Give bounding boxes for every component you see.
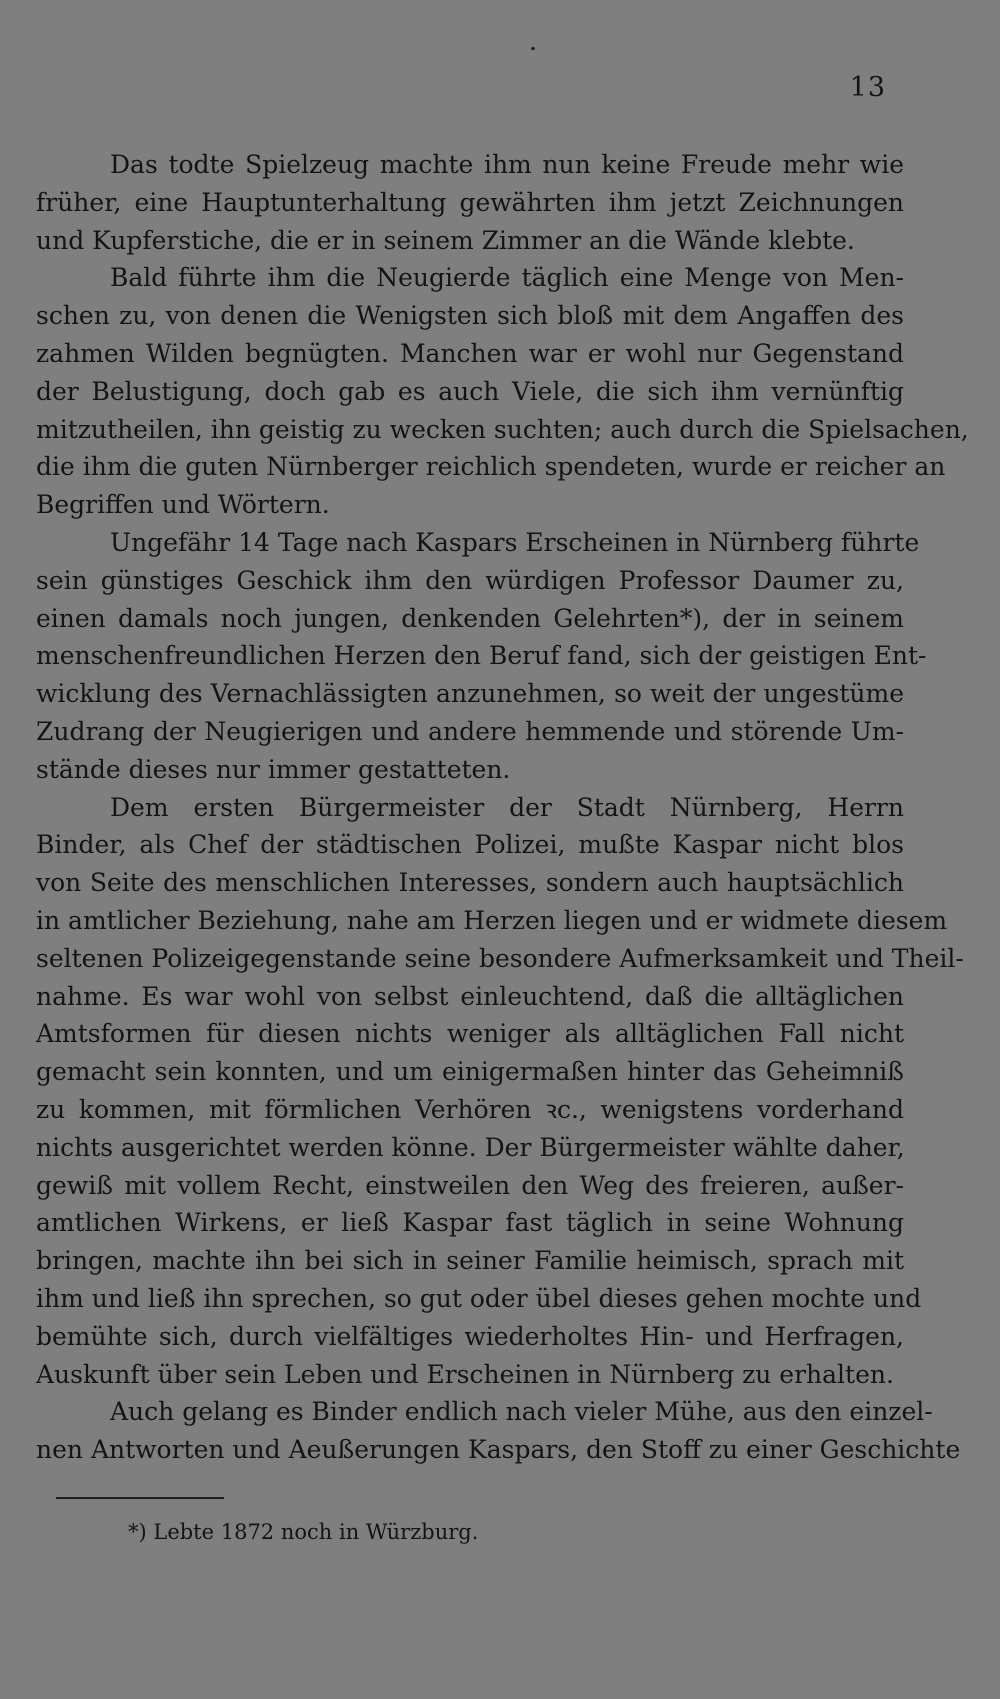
paragraph-2	[36, 259, 969, 524]
text-line: der Belustigung, doch gab es auch Viele, die sich ihm vernünftig	[36, 376, 904, 406]
text-line: Auskunft über sein Leben und Erscheinen in Nürnberg zu erhalten.	[36, 1359, 894, 1389]
text-line: ihm und ließ ihn sprechen, so gut oder übel dieses gehen mochte und	[36, 1283, 922, 1313]
text-line: Ungefähr 14 Tage nach Kaspars Erscheinen in Nürnberg führte	[110, 527, 920, 557]
text-line: Binder, als Chef der städtischen Polizei, mußte Kaspar nicht blos	[36, 830, 904, 860]
text-line: stände dieses nur immer gestatteten.	[36, 754, 511, 784]
paragraph-5	[36, 1393, 961, 1469]
text-line: wicklung des Vernachlässigten anzunehmen, so weit der ungestüme	[36, 679, 904, 709]
footnote: *) Lebte 1872 noch in Würzburg.	[128, 1520, 479, 1544]
paragraph-3	[36, 524, 927, 789]
text-line: Begriffen und Wörtern.	[36, 490, 330, 520]
paragraph-4	[36, 789, 964, 1394]
text-line: nahme. Es war wohl von selbst einleuchtend, daß die alltäglichen	[36, 981, 904, 1011]
text-line: gewiß mit vollem Recht, einstweilen den Weg des freieren, außer-	[36, 1170, 904, 1200]
text-line: einen damals noch jungen, denkenden Gelehrten*), der in seinem	[36, 603, 904, 633]
text-line: die ihm die guten Nürnberger reichlich spendeten, wurde er reicher an	[36, 452, 946, 482]
print-speck	[531, 47, 535, 50]
text-line: seltenen Polizeigegenstande seine besondere Aufmerksamkeit und Theil-	[36, 943, 964, 973]
text-line: nichts ausgerichtet werden könne. Der Bürgermeister wählte daher,	[36, 1132, 905, 1162]
page-number: 13	[849, 72, 886, 103]
text-line: von Seite des menschlichen Interesses, sondern auch hauptsächlich	[36, 868, 904, 898]
text-line: mitzutheilen, ihn geistig zu wecken suchten; auch durch die Spielsachen,	[36, 414, 969, 444]
text-line: gemacht sein konnten, und um einigermaßen hinter das Geheimniß	[36, 1057, 904, 1087]
text-line: Dem ersten Bürgermeister der Stadt Nürnberg, Herrn	[110, 792, 904, 822]
body-text	[36, 146, 969, 1469]
text-line: bringen, machte ihn bei sich in seiner Familie heimisch, sprach mit	[36, 1246, 904, 1276]
text-line: in amtlicher Beziehung, nahe am Herzen liegen und er widmete diesem	[36, 905, 948, 935]
text-line: Bald führte ihm die Neugierde täglich eine Menge von Men-	[110, 263, 904, 293]
footnote-rule	[56, 1497, 224, 1499]
text-line: Auch gelang es Binder endlich nach vieler Mühe, aus den einzel-	[110, 1397, 933, 1427]
text-line: menschenfreundlichen Herzen den Beruf fand, sich der geistigen Ent-	[36, 641, 927, 671]
text-line: bemühte sich, durch vielfältiges wiederholtes Hin- und Herfragen,	[36, 1321, 904, 1351]
text-line: Amtsformen für diesen nichts weniger als alltäglichen Fall nicht	[36, 1019, 904, 1049]
text-line: amtlichen Wirkens, er ließ Kaspar fast täglich in seine Wohnung	[36, 1208, 904, 1238]
text-line: sein günstiges Geschick ihm den würdigen Professor Daumer zu,	[36, 565, 904, 595]
text-line: zu kommen, mit förmlichen Verhören ꝛc., wenigstens vorderhand	[36, 1094, 904, 1124]
text-line: Zudrang der Neugierigen und andere hemmende und störende Um-	[36, 716, 904, 746]
text-line: und Kupferstiche, die er in seinem Zimmer an die Wände klebte.	[36, 225, 855, 255]
text-line: Das todte Spielzeug machte ihm nun keine Freude mehr wie	[110, 150, 904, 179]
text-line: früher, eine Hauptunterhaltung gewährten ihm jetzt Zeichnungen	[36, 187, 904, 217]
text-line: schen zu, von denen die Wenigsten sich bloß mit dem Angaffen des	[36, 301, 904, 331]
paragraph-1	[36, 146, 904, 259]
text-line: zahmen Wilden begnügten. Manchen war er wohl nur Gegenstand	[36, 338, 904, 368]
text-line: nen Antworten und Aeußerungen Kaspars, den Stoff zu einer Geschichte	[36, 1435, 961, 1465]
